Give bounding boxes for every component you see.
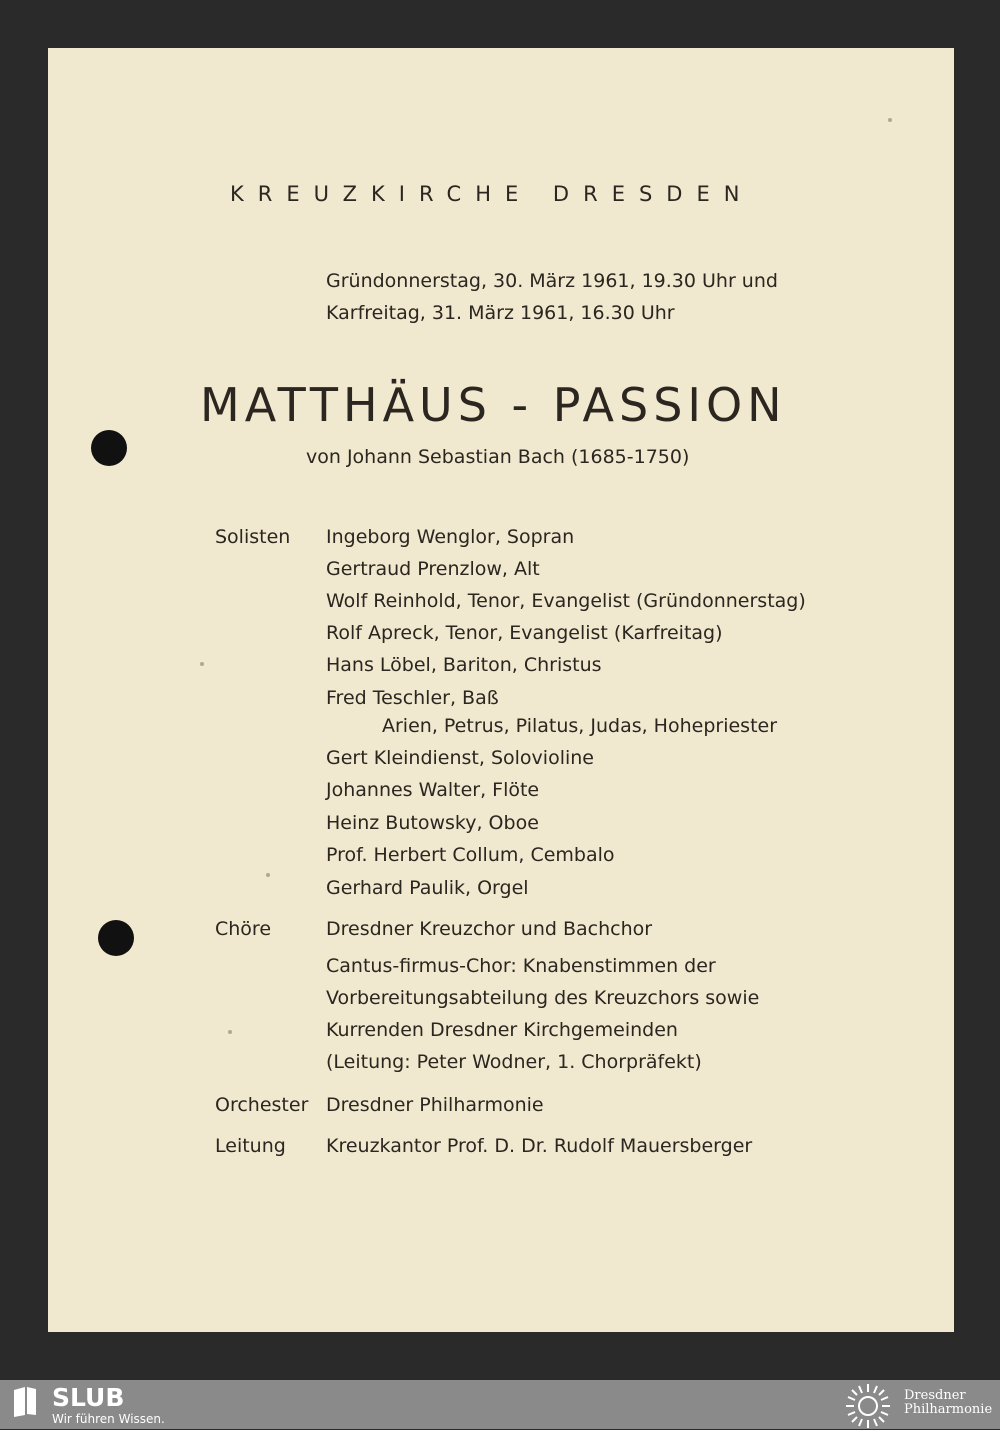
- composer-line: von Johann Sebastian Bach (1685-1750): [306, 446, 690, 468]
- punch-hole: [98, 920, 134, 956]
- soloist-line: Johannes Walter, Flöte: [326, 779, 540, 801]
- philharmonie-line-1: Dresdner: [904, 1388, 966, 1403]
- slub-tagline: Wir führen Wissen.: [52, 1412, 165, 1426]
- date-line-1: Gründonnerstag, 30. März 1961, 19.30 Uhr und: [326, 270, 778, 292]
- soloist-line: Rolf Apreck, Tenor, Evangelist (Karfreitag): [326, 622, 723, 644]
- choir-line: Cantus-firmus-Chor: Knabenstimmen der: [326, 955, 716, 977]
- work-title: MATTHÄUS - PASSION: [200, 378, 787, 432]
- choir-line: Dresdner Kreuzchor und Bachchor: [326, 918, 653, 940]
- choir-line: (Leitung: Peter Wodner, 1. Chorpräfekt): [326, 1051, 702, 1073]
- soloist-line: Fred Teschler, Baß: [326, 687, 499, 709]
- slub-book-icon: [12, 1386, 38, 1418]
- philharmonie-logo-text[interactable]: [904, 1389, 992, 1417]
- conductor-label: Leitung: [215, 1135, 286, 1157]
- soloist-line: Gert Kleindienst, Solovioline: [326, 747, 594, 769]
- paper-speck: [266, 873, 270, 877]
- soloist-line: Wolf Reinhold, Tenor, Evangelist (Gründonnerstag): [326, 590, 806, 612]
- orchestra-value: Dresdner Philharmonie: [326, 1094, 544, 1116]
- slub-logo-text[interactable]: SLUB: [52, 1383, 125, 1412]
- choirs-label: Chöre: [215, 918, 272, 940]
- soloist-line: Ingeborg Wenglor, Sopran: [326, 526, 575, 548]
- conductor-value: Kreuzkantor Prof. D. Dr. Rudolf Mauersberger: [326, 1135, 753, 1157]
- philharmonie-sunburst-icon: [842, 1382, 894, 1430]
- soloist-line: Prof. Herbert Collum, Cembalo: [326, 844, 615, 866]
- venue-heading: KREUZKIRCHE DRESDEN: [230, 182, 754, 206]
- paper-speck: [200, 662, 204, 666]
- philharmonie-line-2: Philharmonie: [904, 1402, 993, 1417]
- choir-line: Vorbereitungsabteilung des Kreuzchors sowie: [326, 987, 760, 1009]
- soloist-line: Heinz Butowsky, Oboe: [326, 812, 539, 834]
- soloist-line: Hans Löbel, Bariton, Christus: [326, 654, 602, 676]
- soloist-line: Gerhard Paulik, Orgel: [326, 877, 529, 899]
- soloists-label: Solisten: [215, 526, 291, 548]
- footer-bar: [0, 1380, 1000, 1429]
- soloist-roles-line: Arien, Petrus, Pilatus, Judas, Hohepriester: [382, 715, 778, 737]
- paper-speck: [228, 1030, 232, 1034]
- paper-speck: [888, 118, 892, 122]
- date-line-2: Karfreitag, 31. März 1961, 16.30 Uhr: [326, 302, 675, 324]
- choir-line: Kurrenden Dresdner Kirchgemeinden: [326, 1019, 678, 1041]
- soloist-line: Gertraud Prenzlow, Alt: [326, 558, 540, 580]
- punch-hole: [91, 430, 127, 466]
- orchestra-label: Orchester: [215, 1094, 309, 1116]
- program-page: [48, 48, 954, 1332]
